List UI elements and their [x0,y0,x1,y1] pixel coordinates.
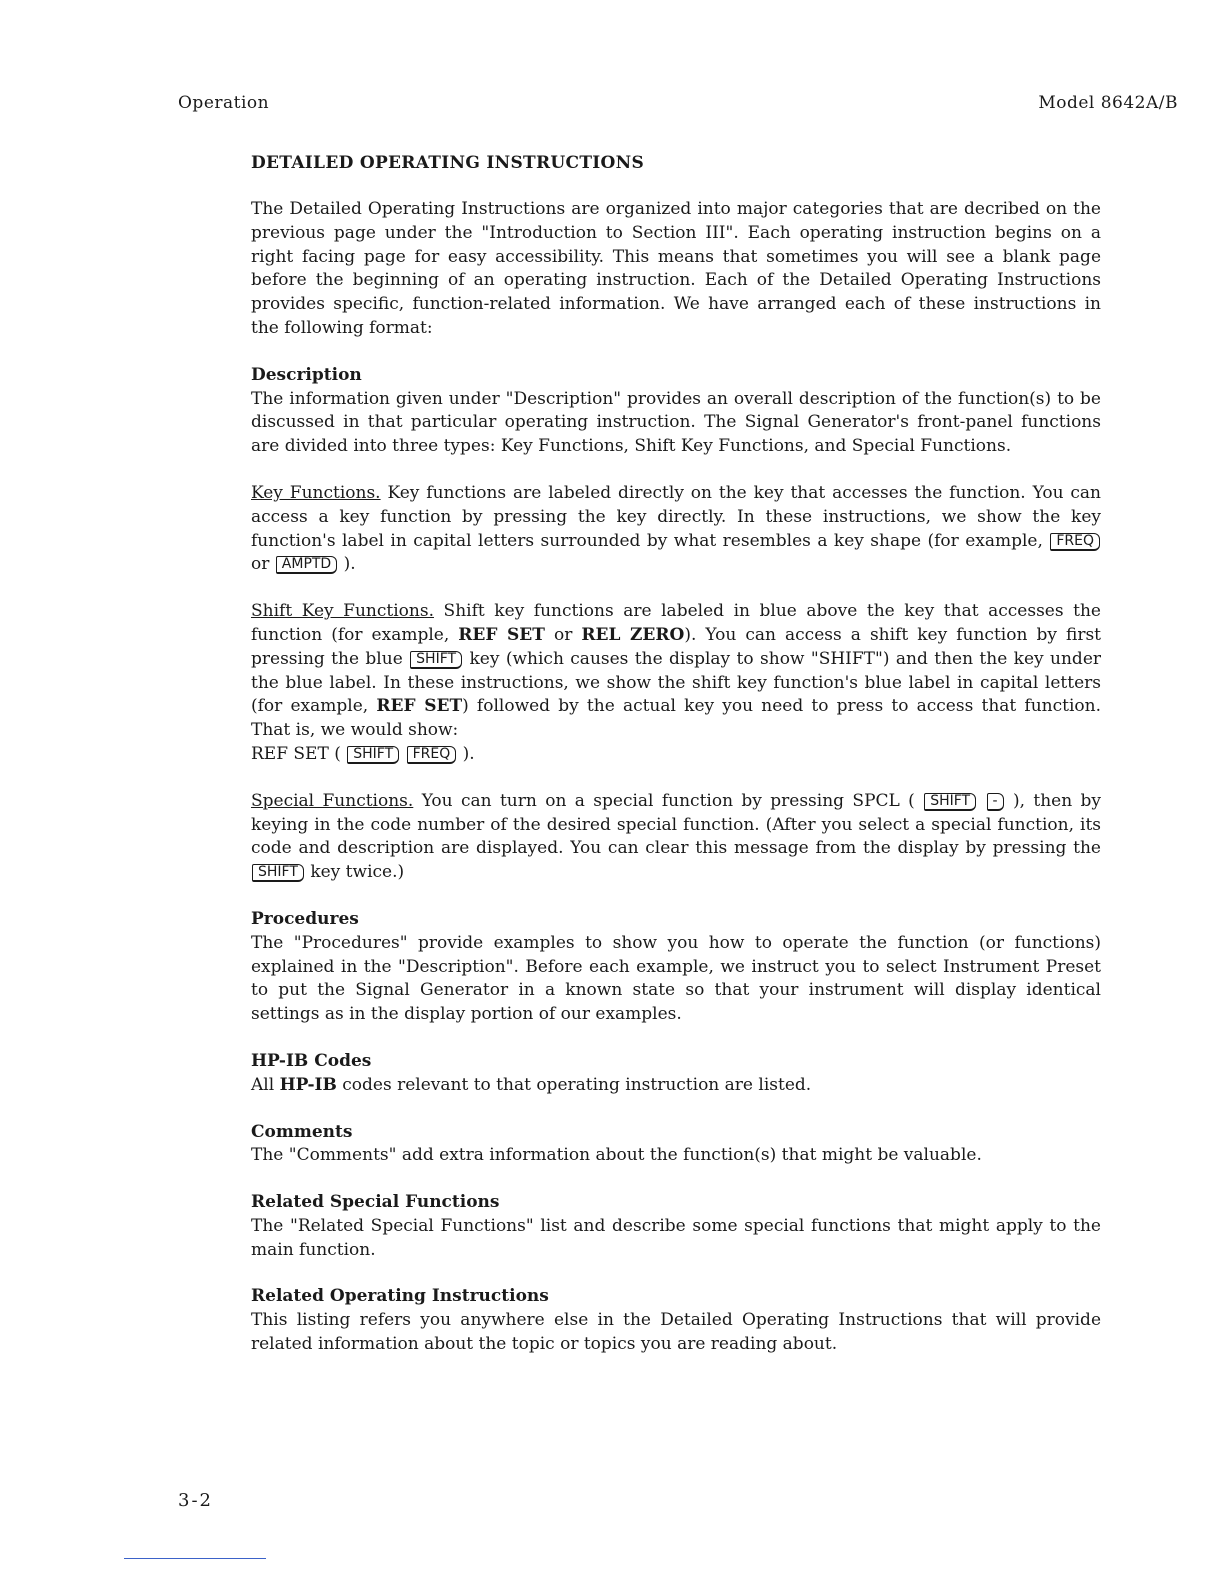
minus-key: - [987,793,1004,811]
related-instructions-heading: Related Operating Instructions [251,1286,549,1307]
shift-text-5: ) followed by the actual key you need to press to access that function. That is, we would show: [251,696,1101,741]
freq-key: FREQ [1050,533,1100,551]
shift-key-functions-label: Shift Key Functions. [251,601,434,622]
shift-text-2: or [553,624,573,645]
main-content [251,153,1101,1380]
special-functions-label: Special Functions. [251,790,414,811]
footer-rule [124,1558,266,1559]
running-header-model: Model 8642A/B [1038,93,1178,113]
ref-set-bold: REF SET [458,624,545,645]
shift-text-4: key (which causes the display to show "SHIFT") and then the key under the blue label. In these instructions, we show the shift key function's blue label in capital letters (for example, [251,648,1102,717]
procedures-section [251,908,1101,1027]
comments-section [251,1121,1101,1169]
special-functions-paragraph [251,790,1101,885]
hpib-paragraph [251,1074,1101,1098]
hpib-heading: HP-IB Codes [251,1050,372,1071]
hpib-section [251,1050,1101,1098]
example-freq-key: FREQ [407,746,457,764]
hpib-text-1: All [251,1074,275,1095]
page-number: 3-2 [178,1490,213,1511]
related-special-paragraph: The "Related Special Functions" list and describe some special functions that might apply to the main function. [251,1215,1101,1260]
related-special-section [251,1191,1101,1262]
description-heading: Description [251,364,362,385]
key-functions-label: Key Functions. [251,482,381,503]
comments-paragraph: The "Comments" add extra information about the function(s) that might be valuable. [251,1145,982,1166]
example-label: REF SET ( [251,743,341,764]
shift-text-3: ). You can access a shift key function by first pressing the blue [251,624,1102,669]
intro-paragraph: The Detailed Operating Instructions are organized into major categories that are decribed on the previous page under the "Introduction to Section III". Each operating instruction begins on a right facing page for easy accessibility. This means that sometimes you will see a blank page before the beginning of an operating instruction. Each of the Detailed Operating Instructions provides specific, function-related information. We have arranged each of these instructions in the following format: [251,199,1101,338]
description-paragraph: The information given under "Description" provides an overall description of the function(s) to be discussed in that particular operating instruction. The Signal Generator's front-panel functions are divided into three types: Key Functions, Shift Key Functions, and Special Functions. [251,388,1101,457]
related-instructions-paragraph: This listing refers you anywhere else in the Detailed Operating Instructions that will provide related information about the topic or topics you are reading about. [251,1310,1101,1355]
running-header-section: Operation [178,93,270,113]
description-section [251,364,1101,459]
example-end: ). [462,743,475,764]
key-functions-section [251,482,1101,577]
clear-shift-key: SHIFT [252,864,304,882]
or-text: or [251,554,270,575]
related-instructions-section [251,1285,1101,1356]
shift-key: SHIFT [410,651,462,669]
shift-key-functions-paragraph [251,600,1101,743]
shift-key-functions-section [251,600,1101,767]
comments-heading: Comments [251,1121,353,1142]
spcl-shift-key: SHIFT [924,793,976,811]
hpib-bold: HP-IB [279,1074,337,1095]
shift-text-1: Shift key functions are labeled in blue above the key that accesses the function (for example, [251,601,1101,645]
special-functions-section [251,790,1101,885]
page-title: DETAILED OPERATING INSTRUCTIONS [251,153,645,173]
ref-set-bold-2: REF SET [376,696,463,717]
key-functions-paragraph [251,482,1101,577]
intro-section [251,198,1101,341]
procedures-paragraph: The "Procedures" provide examples to show you how to operate the function (or functions) explained in the "Description". Before each example, we instruct you to select Instrument Preset to put the Signal Generator in a known state so that your instrument will display identical settings as in the display portion of our examples. [251,932,1101,1025]
rel-zero-bold: REL ZERO [581,624,685,645]
example-shift-key: SHIFT [347,746,399,764]
special-text-1: You can turn on a special function by pressing SPCL ( [421,790,915,811]
hpib-text-2: codes relevant to that operating instruction are listed. [342,1074,812,1095]
special-text-3: key twice.) [310,862,405,883]
key-functions-text: Key functions are labeled directly on the key that accesses the function. You can access a key function by pressing the key directly. In these instructions, we show the key function's label in capital letters surrounded by what resembles a key shape (for example, [251,482,1102,551]
amptd-key: AMPTD [276,556,337,574]
related-special-heading: Related Special Functions [251,1192,500,1213]
closing-text: ). [343,554,356,575]
ref-set-example [251,743,1101,767]
procedures-heading: Procedures [251,908,359,929]
special-text-2: ), then by keying in the code number of the desired special function. (After you select a special function, its code and description are displayed. You can clear this message from the display by pressing the [251,790,1102,859]
